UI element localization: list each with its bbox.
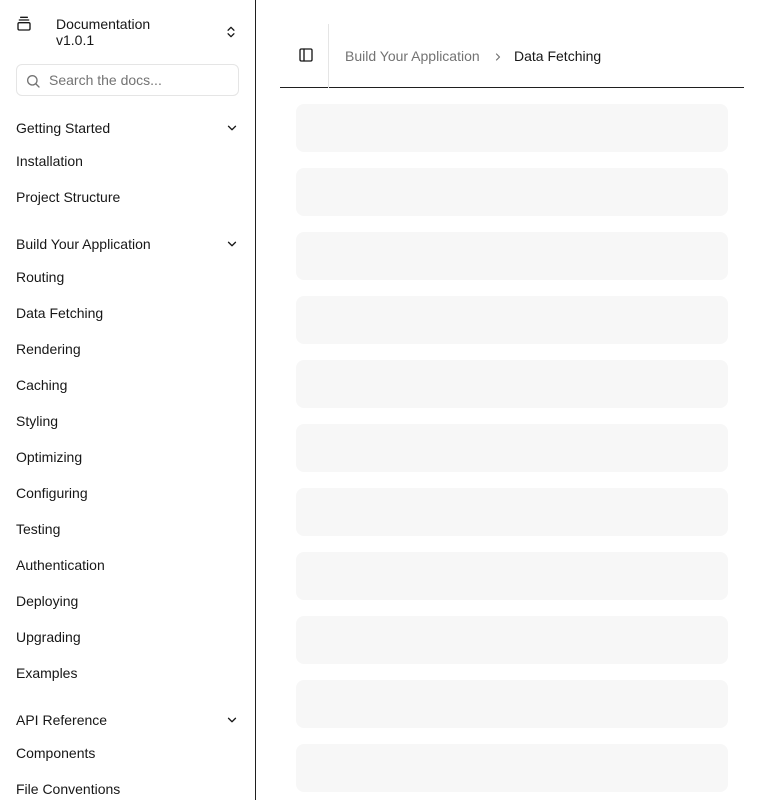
sidebar-item-configuring[interactable] bbox=[8, 476, 248, 508]
sidebar-item-label: Components bbox=[16, 745, 96, 761]
sidebar-item-label: Caching bbox=[16, 377, 68, 393]
chevron-right-icon bbox=[492, 50, 504, 62]
sidebar-item-components[interactable] bbox=[8, 736, 248, 768]
loading-skeleton bbox=[296, 168, 728, 216]
sidebar-item-file-conventions[interactable] bbox=[8, 772, 248, 800]
sidebar-item-label: Testing bbox=[16, 521, 61, 537]
sidebar-item-testing[interactable] bbox=[8, 512, 248, 544]
loading-skeleton bbox=[296, 232, 728, 280]
chevron-down-icon bbox=[225, 121, 239, 135]
sidebar-item-label: Data Fetching bbox=[16, 305, 104, 321]
group-build-your-application[interactable] bbox=[8, 228, 248, 260]
sidebar-item-label: Upgrading bbox=[16, 629, 81, 645]
workspace-title: Documentation bbox=[56, 16, 151, 32]
sidebar-item-label: Authentication bbox=[16, 557, 105, 573]
group-getting-started[interactable] bbox=[8, 112, 248, 144]
chevron-down-icon bbox=[225, 237, 239, 251]
loading-skeleton bbox=[296, 616, 728, 664]
sidebar-item-data-fetching[interactable] bbox=[8, 296, 248, 328]
loading-skeleton bbox=[296, 296, 728, 344]
breadcrumb-current-page: Data Fetching bbox=[514, 48, 602, 64]
sidebar-item-label: Project Structure bbox=[16, 189, 121, 205]
sidebar-item-optimizing[interactable] bbox=[8, 440, 248, 472]
divider bbox=[328, 24, 329, 88]
sidebar-item-deploying[interactable] bbox=[8, 584, 248, 616]
group-api-reference[interactable] bbox=[8, 704, 248, 736]
sidebar-item-label: Examples bbox=[16, 665, 78, 681]
search-input[interactable] bbox=[49, 65, 235, 95]
loading-skeleton bbox=[296, 424, 728, 472]
sidebar-item-label: File Conventions bbox=[16, 781, 121, 797]
sidebar-item-caching[interactable] bbox=[8, 368, 248, 400]
chevrons-up-down-icon bbox=[224, 24, 238, 40]
sidebar-item-rendering[interactable] bbox=[8, 332, 248, 364]
sidebar-item-routing[interactable] bbox=[8, 260, 248, 292]
gallery-stack-icon bbox=[16, 16, 32, 32]
chevron-down-icon bbox=[225, 713, 239, 727]
group-label: Getting Started bbox=[16, 120, 111, 136]
workspace-version: v1.0.1 bbox=[56, 32, 95, 48]
sidebar-item-label: Configuring bbox=[16, 485, 88, 501]
main-content bbox=[256, 0, 768, 800]
sidebar-item-installation[interactable] bbox=[8, 144, 248, 176]
loading-skeleton bbox=[296, 552, 728, 600]
sidebar-item-label: Routing bbox=[16, 269, 65, 285]
sidebar-item-authentication[interactable] bbox=[8, 548, 248, 580]
sidebar-item-upgrading[interactable] bbox=[8, 620, 248, 652]
sidebar-item-label: Installation bbox=[16, 153, 83, 169]
panel-left-icon[interactable] bbox=[298, 47, 316, 65]
sidebar-item-project-structure[interactable] bbox=[8, 180, 248, 212]
loading-skeleton bbox=[296, 680, 728, 728]
loading-skeleton bbox=[296, 488, 728, 536]
topbar bbox=[280, 24, 744, 88]
loading-skeleton bbox=[296, 360, 728, 408]
group-label: Build Your Application bbox=[16, 236, 151, 252]
sidebar-item-label: Optimizing bbox=[16, 449, 83, 465]
breadcrumb-parent-link[interactable]: Build Your Application bbox=[345, 48, 480, 64]
sidebar-item-examples[interactable] bbox=[8, 656, 248, 688]
search-box[interactable] bbox=[16, 64, 239, 96]
loading-skeleton bbox=[296, 744, 728, 792]
sidebar-item-label: Deploying bbox=[16, 593, 79, 609]
sidebar-item-styling[interactable] bbox=[8, 404, 248, 436]
sidebar bbox=[0, 0, 256, 800]
search-icon bbox=[25, 73, 41, 89]
loading-skeleton bbox=[296, 104, 728, 152]
sidebar-item-label: Styling bbox=[16, 413, 59, 429]
workspace-switcher[interactable] bbox=[8, 8, 248, 56]
sidebar-item-label: Rendering bbox=[16, 341, 81, 357]
group-label: API Reference bbox=[16, 712, 108, 728]
